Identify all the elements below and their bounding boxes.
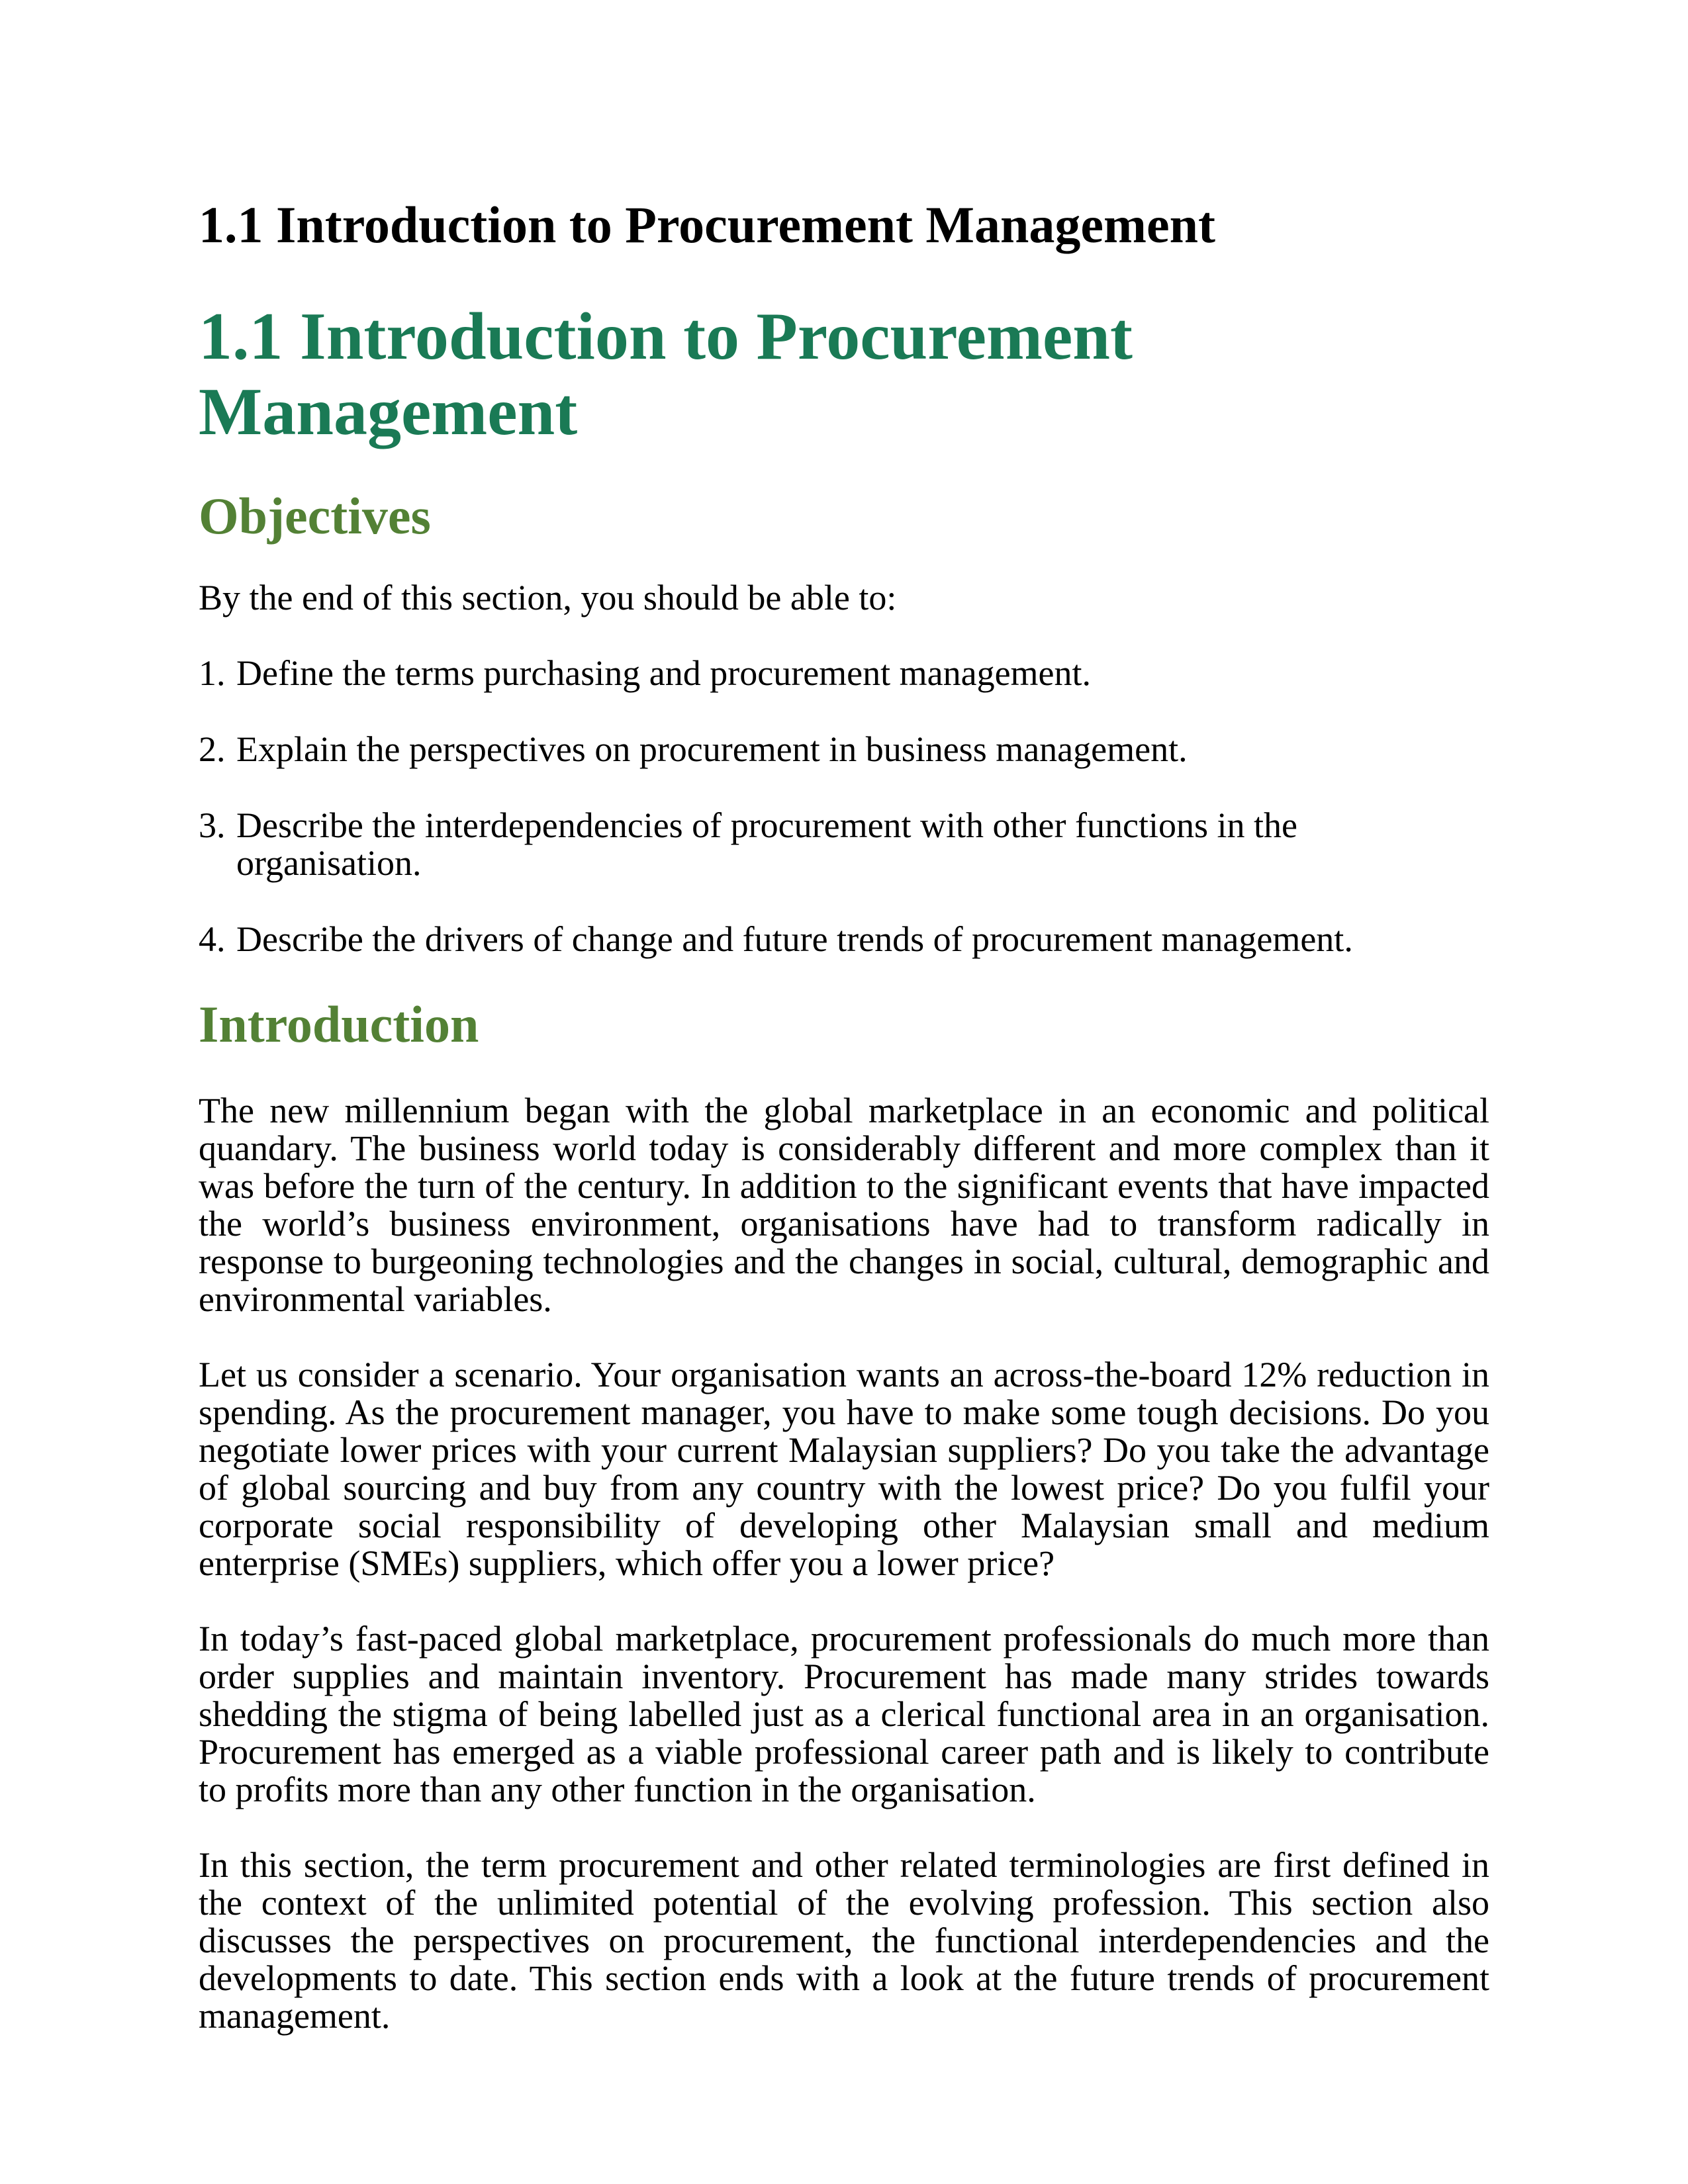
objectives-list: [199, 655, 1489, 958]
objective-text: Describe the drivers of change and future trends of procurement management.: [236, 919, 1353, 959]
objective-text: Define the terms purchasing and procurement management.: [236, 653, 1092, 693]
introduction-paragraph-1: The new millennium began with the global marketplace in an economic and political quandary. The business world today is considerably different and more complex than it was before the turn of the century. In addition to the significant events that have impacted the world’s business environment, organisations have had to transform radically in response to burgeoning technologies and the changes in social, cultural, demographic and environmental variables.: [199, 1090, 1489, 1319]
introduction-paragraph-3: In today’s fast-paced global marketplace, procurement professionals do much more than order supplies and maintain inventory. Procurement has made many strides towards shedding the stigma of being labelled just as a clerical functional area in an organisation. Procurement has emerged as a viable professional career path and is likely to contribute to profits more than any other function in the organisation.: [199, 1618, 1489, 1809]
objective-number: 2.: [199, 729, 226, 769]
objectives-lead: By the end of this section, you should be able to:: [199, 577, 897, 617]
objective-number: 1.: [199, 653, 226, 693]
objective-text: Explain the perspectives on procurement in business management.: [236, 729, 1188, 769]
introduction-heading: Introduction: [199, 995, 479, 1053]
objective-item: [199, 731, 1489, 768]
objective-text: Describe the interdependencies of procurement with other functions in the organisation.: [236, 805, 1297, 883]
objective-item: [199, 655, 1489, 692]
objectives-heading: Objectives: [199, 487, 431, 545]
page-title: 1.1 Introduction to Procurement Management: [199, 298, 1133, 449]
objective-item: [199, 807, 1489, 882]
introduction-paragraph-2: Let us consider a scenario. Your organisation wants an across-the-board 12% reduction in spending. As the procurement manager, you have to make some tough decisions. Do you negotiate lower prices with your current Malaysian suppliers? Do you take the advantage of global sourcing and buy from any country with the lowest price? Do you fulfil your corporate social responsibility of developing other Malaysian small and medium enterprise (SMEs) suppliers, which offer you a lower price?: [199, 1354, 1489, 1583]
objective-number: 3.: [199, 805, 226, 845]
page-kicker-title: 1.1 Introduction to Procurement Management: [199, 196, 1216, 253]
objective-item: [199, 921, 1489, 958]
objective-number: 4.: [199, 919, 226, 959]
introduction-paragraph-4: In this section, the term procurement and other related terminologies are first defined in the context of the unlimited potential of the evolving profession. This section also discusses the perspectives on procurement, the functional interdependencies and the developments to date. This section ends with a look at the future trends of procurement management.: [199, 1844, 1489, 2036]
